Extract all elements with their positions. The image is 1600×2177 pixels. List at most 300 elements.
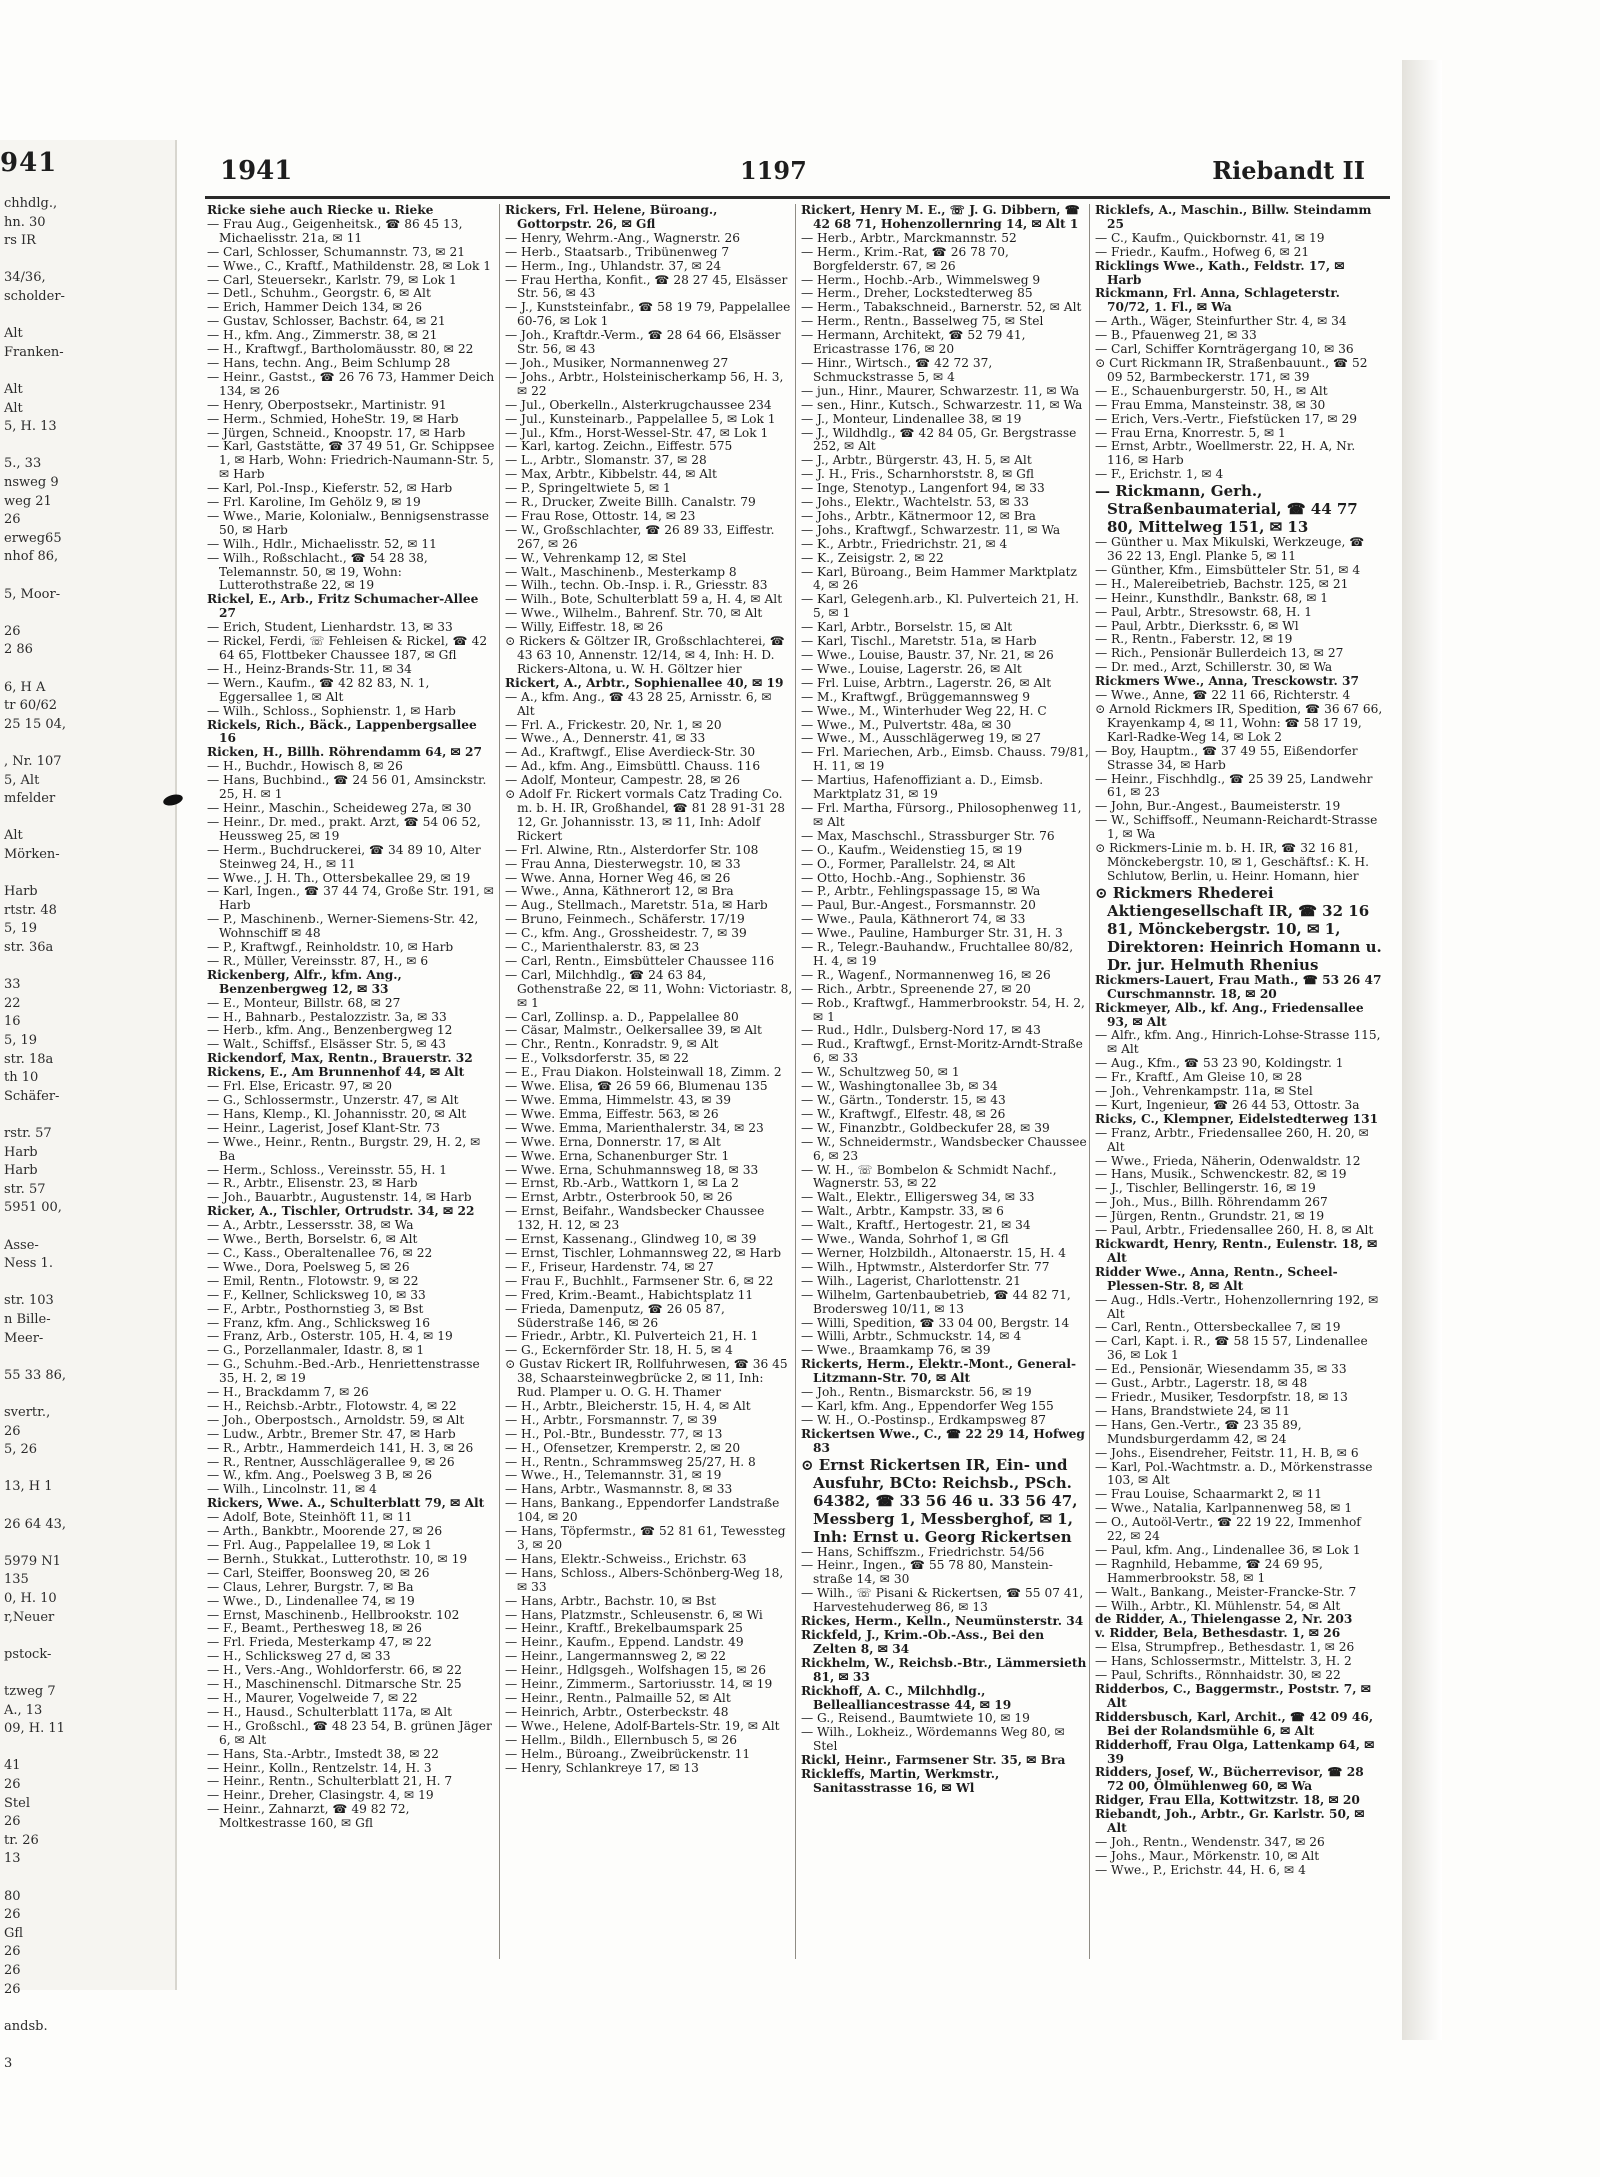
directory-entry: — Cäsar, Malmstr., Oelkersallee 39, ✉ Alt: [505, 1023, 762, 1038]
directory-entry: — Heinr., Hdlgsgeh., Wolfshagen 15, ✉ 26: [505, 1663, 767, 1678]
directory-entry: — O., Kaufm., Weidenstieg 15, ✉ 19: [801, 842, 1023, 857]
directory-entry: — Ed., Pensionär, Wiesendamm 35, ✉ 33: [1095, 1362, 1347, 1377]
previous-page-line: Alt: [4, 382, 23, 397]
directory-entry-heading: Rickhelm, W., Reichsb.-Btr., Lämmersieth 81, ✉ 33: [801, 1655, 1087, 1684]
directory-entry: — Henry, Oberpostsekr., Martinistr. 91: [207, 397, 447, 412]
directory-entry: — H., kfm. Ang., Zimmerstr. 38, ✉ 21: [207, 328, 438, 343]
directory-entry-heading: Rickendorf, Max, Rentn., Brauerstr. 32: [207, 1051, 473, 1066]
directory-entry-heading: Riddersbusch, Karl, Archit., ☎ 42 09 46, Bei der Rolandsmühle 6, ✉ Alt: [1095, 1709, 1374, 1738]
directory-entry: — Heinr., Zimmerm., Sartoriusstr. 14, ✉ 19: [505, 1677, 773, 1692]
directory-entry-heading: Rickmann, Frl. Anna, Schlageterstr. 70/72, 1. Fl., ✉ Wa: [1095, 286, 1340, 315]
directory-entry-heading: Ricklings Wwe., Kath., Feldstr. 17, ✉ Harb: [1095, 258, 1345, 287]
previous-page-line: 6, H A: [4, 679, 46, 695]
header-rule: [205, 196, 1390, 199]
column-divider: [795, 204, 796, 1959]
directory-entry-heading: Rickfeld, J., Krim.-Ob.-Ass., Bei den Zelten 8, ✉ 34: [801, 1628, 1045, 1656]
directory-entry-heading: ⊙ Ernst Rickertsen IR, Ein- und Ausfuhr, BCto: Reichsb., PSch. 64382, ☎ 33 56 46 u. 33 56 47, Messberg 1, Messberghof, ✉ 1, Inh: Ernst u. Georg Rickertsen: [801, 1455, 1078, 1546]
directory-entry: — H., Buchdr., Howisch 8, ✉ 26: [207, 759, 403, 774]
directory-entry: — Hans, Bankang., Eppendorfer Landstraße 104, ✉ 20: [505, 1496, 780, 1525]
directory-entry-heading: Rickl, Heinr., Farmsener Str. 35, ✉ Bra: [801, 1753, 1066, 1768]
directory-entry: — sen., Hinr., Kutsch., Schwarzestr. 11, ✉ Wa: [801, 397, 1083, 412]
directory-entry: — Herb., kfm. Ang., Benzenbergweg 12: [207, 1023, 453, 1038]
directory-entry: — Joh., Kraftdr.-Verm., ☎ 28 64 66, Elsässer Str. 56, ✉ 43: [505, 328, 781, 357]
directory-entry: ⊙ Arnold Rickmers IR, Spedition, ☎ 36 67 66, Krayenkamp 4, ✉ 11, Wohn: ☎ 58 17 19, Karl-Radke-Weg 14, ✉ Lok 2: [1095, 702, 1383, 744]
previous-page-line: 2 86: [4, 642, 33, 658]
directory-entry: — F., Beamt., Perthesweg 18, ✉ 26: [207, 1621, 422, 1636]
previous-page-line: 55 33 86,: [4, 1367, 67, 1383]
directory-entry: — Johs., Kraftwgf., Schwarzestr. 11, ✉ Wa: [801, 522, 1061, 537]
directory-entry: — Karl, Pol.-Insp., Kieferstr. 52, ✉ Harb: [207, 481, 453, 496]
directory-entry: — Frl. Mariechen, Arb., Eimsb. Chauss. 79/81, H. 11, ✉ 19: [801, 745, 1089, 774]
directory-entry: — Wwe. Erna, Donnerstr. 17, ✉ Alt: [505, 1134, 721, 1149]
current-page: [195, 120, 1400, 2000]
directory-entry: — H., Großschl., ☎ 48 23 54, B. grünen Jäger 6, ✉ Alt: [207, 1718, 492, 1747]
previous-page-line: str. 57: [4, 1181, 46, 1197]
previous-page-line: andsb.: [4, 2018, 48, 2034]
directory-entry: — Wwe. Emma, Marienthalerstr. 34, ✉ 23: [505, 1120, 764, 1135]
directory-entry: — Ad., kfm. Ang., Eimsbüttl. Chauss. 116: [505, 759, 761, 774]
directory-entry: — Wwe., Braamkamp 76, ✉ 39: [801, 1343, 991, 1358]
directory-entry: — Bernh., Stukkat., Lutterothstr. 10, ✉ 19: [207, 1551, 468, 1566]
directory-entry: — W., Gärtn., Tonderstr. 15, ✉ 43: [801, 1093, 1006, 1107]
previous-page-line: rtstr. 48: [4, 902, 57, 918]
directory-entry-heading: Rickel, E., Arb., Fritz Schumacher-Allee 27: [207, 592, 479, 621]
directory-entry: — R., Müller, Vereinsstr. 87, H., ✉ 6: [207, 953, 429, 968]
directory-entry: — Wwe., H., Telemannstr. 31, ✉ 19: [505, 1468, 722, 1483]
directory-entry: — Heinr., Maschin., Scheideweg 27a, ✉ 30: [207, 800, 472, 815]
directory-entry: — Wwe. Erna, Schuhmannsweg 18, ✉ 33: [505, 1162, 759, 1177]
directory-entry: — Herm., Rentn., Basselweg 75, ✉ Stel: [801, 314, 1044, 329]
directory-entry: — Heinr., Kolln., Rentzelstr. 14, H. 3: [207, 1760, 432, 1775]
previous-page-line: 26: [4, 1777, 21, 1792]
directory-entry: — H., Bahnarb., Pestalozzistr. 3a, ✉ 33: [207, 1009, 447, 1024]
directory-entry: — Hans, Gen.-Vertr., ☎ 23 35 89, Mundsburgerdamm 42, ✉ 24: [1095, 1417, 1302, 1446]
previous-page-line: scholder-: [4, 289, 65, 304]
directory-entry: — Wwe., Anne, ☎ 22 11 66, Richterstr. 4: [1095, 688, 1351, 703]
directory-entry: — M., Kraftwgf., Brüggemannsweg 9: [801, 689, 1030, 704]
directory-entry: — Dr. med., Arzt, Schillerstr. 30, ✉ Wa: [1095, 660, 1333, 675]
directory-entry: — G., Schlossermstr., Unzerstr. 47, ✉ Alt: [207, 1093, 459, 1107]
directory-entry: — H., Brackdamm 7, ✉ 26: [207, 1385, 369, 1400]
directory-entry: — J., Monteur, Lindenallee 38, ✉ 19: [801, 411, 1022, 426]
previous-page-line: 26: [4, 1981, 21, 1997]
directory-entry: — Frau Louise, Schaarmarkt 2, ✉ 11: [1095, 1487, 1323, 1502]
directory-entry: — Walt., Maschinenb., Mesterkamp 8: [505, 564, 737, 579]
page-number: 1197: [740, 156, 807, 185]
directory-entry: — H., Kraftwgf., Bartholomäusstr. 80, ✉ 22: [207, 342, 474, 357]
directory-entry: — Johs., Arbtr., Holsteinischerkamp 56, H. 3, ✉ 22: [505, 369, 784, 398]
directory-entry: — Hans, Musik., Schwenckestr. 82, ✉ 19: [1095, 1167, 1347, 1182]
directory-entry: — Bruno, Feinmech., Schäferstr. 17/19: [505, 912, 745, 927]
directory-entry: — W., Finanzbtr., Goldbeckufer 28, ✉ 39: [801, 1120, 1050, 1135]
directory-entry: — G., Reisend., Baumtwiete 10, ✉ 19: [801, 1711, 1030, 1726]
directory-entry-heading: Ricken, H., Billh. Röhrendamm 64, ✉ 27: [207, 745, 482, 760]
directory-entry: — W., Schultzweg 50, ✉ 1: [801, 1065, 960, 1080]
directory-entry: — Karl, Ingen., ☎ 37 44 74, Große Str. 191, ✉ Harb: [207, 884, 494, 913]
directory-entry: — C., kfm. Ang., Grossheidestr. 7, ✉ 39: [505, 926, 747, 941]
directory-entry: — Rickel, Ferdi, ☏ Fehleisen & Rickel, ☎ 42 64 65, Flottbeker Chaussee 187, ✉ Gfl: [207, 634, 488, 662]
directory-entry: — Fr., Kraftf., Am Gleise 10, ✉ 28: [1095, 1070, 1303, 1085]
directory-entry: — B., Pfauenweg 21, ✉ 33: [1095, 328, 1257, 343]
directory-entry: — Ernst, Maschinenb., Hellbrookstr. 102: [207, 1607, 460, 1622]
directory-entry: — Frl. Aug., Pappelallee 19, ✉ Lok 1: [207, 1538, 432, 1552]
directory-entry: — Wilh., Lokheiz., Wördemanns Weg 80, ✉ Stel: [801, 1725, 1065, 1754]
directory-entry: — Carl, Rentn., Eimsbütteler Chaussee 116: [505, 953, 775, 968]
directory-entry-heading: Rickertsen Wwe., C., ☎ 22 29 14, Hofweg 83: [801, 1426, 1085, 1455]
directory-entry: — Frau Emma, Mansteinstr. 38, ✉ 30: [1095, 397, 1326, 412]
directory-entry: ⊙ Curt Rickmann IR, Straßenbauunt., ☎ 52 09 52, Barmbeckerstr. 171, ✉ 39: [1095, 355, 1368, 384]
directory-entry: — Ragnhild, Hebamme, ☎ 24 69 95, Hammerbrookstr. 58, ✉ 1: [1095, 1556, 1323, 1585]
directory-entry: — Karl, Gaststätte, ☎ 37 49 51, Gr. Schippsee 1, ✉ Harb, Wohn: Friedrich-Naumann-Str. 5, ✉ Harb: [207, 439, 495, 482]
directory-entry: — Johs., Maur., Mörkenstr. 10, ✉ Alt: [1095, 1848, 1320, 1863]
directory-entry: — F., Arbtr., Posthornstieg 3, ✉ Bst: [207, 1301, 424, 1316]
directory-entry: — Wilh., Hdlr., Michaelisstr. 52, ✉ 11: [207, 536, 437, 551]
directory-entry: — Wwe. Erna, Schanenburger Str. 1: [505, 1148, 730, 1163]
directory-entry: — H., Ofensetzer, Kremperstr. 2, ✉ 20: [505, 1440, 741, 1455]
directory-entry: — Wwe. Emma, Himmelstr. 43, ✉ 39: [505, 1093, 731, 1107]
directory-entry: — Hans, Schlossermstr., Mittelstr. 3, H. 2: [1095, 1654, 1352, 1669]
directory-entry: — Ad., Kraftwgf., Elise Averdieck-Str. 30: [505, 745, 756, 760]
directory-entry: — H., Maschinenschl. Ditmarsche Str. 25: [207, 1677, 462, 1692]
directory-entry: — Paul, Arbtr., Dierksstr. 6, ✉ Wl: [1095, 618, 1299, 633]
directory-entry: — Joh., Mus., Billh. Röhrendamm 267: [1095, 1195, 1328, 1210]
previous-page-line: 26 64 43,: [4, 1516, 67, 1532]
previous-page-line: , Nr. 107: [4, 754, 62, 769]
directory-entry: — Karl, kartog. Zeichn., Eiffestr. 575: [505, 439, 733, 454]
directory-entry: — Paul, Bur.-Angest., Forsmannstr. 20: [801, 898, 1036, 913]
directory-entry: — P., Arbtr., Fehlingspassage 15, ✉ Wa: [801, 884, 1041, 899]
directory-entry: — Frau Rose, Ottostr. 14, ✉ 23: [505, 508, 696, 523]
directory-entry: — Wilh., techn. Ob.-Insp. i. R., Griesstr. 83: [505, 578, 768, 593]
directory-entry: — J., Tischler, Bellingerstr. 16, ✉ 19: [1095, 1181, 1316, 1196]
directory-entry: — Max, Arbtr., Kibbelstr. 44, ✉ Alt: [505, 467, 717, 482]
previous-page-line: 13, H 1: [4, 1479, 53, 1495]
directory-entry: — H., Rentn., Schrammsweg 25/27, H. 8: [505, 1454, 756, 1469]
previous-page-line: svertr.,: [4, 1405, 51, 1420]
directory-entry: — Detl., Schuhm., Georgstr. 6, ✉ Alt: [207, 286, 431, 301]
directory-entry: — Wwe., P., Erichstr. 44, H. 6, ✉ 4: [1095, 1862, 1306, 1877]
directory-entry-heading: Rickmers Wwe., Anna, Tresckowstr. 37: [1095, 674, 1359, 689]
previous-page-line: r,Neuer: [4, 1609, 55, 1625]
directory-entry-heading: Rickerts, Herm., Elektr.-Mont., General-Litzmann-Str. 70, ✉ Alt: [801, 1357, 1077, 1386]
directory-entry: — Erich, Student, Lienhardstr. 13, ✉ 33: [207, 620, 453, 635]
directory-entry: — Franz, Arbtr., Friedensallee 260, H. 20, ✉ Alt: [1095, 1125, 1369, 1154]
previous-page-line: nhof 86,: [4, 549, 59, 565]
directory-entry: — W., Washingtonallee 3b, ✉ 34: [801, 1079, 998, 1094]
previous-page-line: tr. 26: [4, 1832, 39, 1848]
directory-entry: — Rud., Kraftwgf., Ernst-Moritz-Arndt-Straße 6, ✉ 33: [801, 1037, 1083, 1066]
directory-entry: — Wwe., J. H. Th., Ottersbekallee 29, ✉ 19: [207, 870, 471, 885]
directory-entry: — Carl, Zollinsp. a. D., Pappelallee 80: [505, 1009, 739, 1024]
directory-entry: — Wwe. Anna, Horner Weg 46, ✉ 26: [505, 870, 731, 885]
directory-entry: — Johs., Elektr., Wachtelstr. 53, ✉ 33: [801, 495, 1030, 510]
directory-entry: — A., Arbtr., Lessersstr. 38, ✉ Wa: [207, 1218, 414, 1233]
directory-entry-heading: Rickenberg, Alfr., kfm. Ang., Benzenbergweg 12, ✉ 33: [207, 967, 402, 996]
directory-entry: — Hans, Klemp., Kl. Johannisstr. 20, ✉ Alt: [207, 1106, 467, 1121]
directory-entry-heading: Ricks, C., Klempner, Eidelstedterweg 131: [1095, 1111, 1379, 1126]
directory-entry: — H., Arbtr., Forsmannstr. 7, ✉ 39: [505, 1412, 717, 1427]
directory-entry: — Jürgen, Rentn., Grundstr. 21, ✉ 19: [1095, 1209, 1325, 1224]
directory-entry: — Carl, Schiffer Kornträgergang 10, ✉ 36: [1095, 342, 1354, 357]
previous-page-line: n Bille-: [4, 1312, 51, 1327]
directory-entry: — W. H., ☏ Bombelon & Schmidt Nachf., Wagnerstr. 53, ✉ 22: [801, 1162, 1057, 1191]
previous-page-line: Alt: [4, 400, 23, 416]
directory-entry: — Günther u. Max Mikulski, Werkzeuge, ☎ 36 22 13, Engl. Planke 5, ✉ 11: [1095, 535, 1365, 564]
previous-page-line: 5, 26: [4, 1442, 38, 1458]
previous-page-line: 26: [4, 1814, 21, 1830]
previous-page-line: Alt: [4, 828, 23, 844]
directory-entry: ⊙ Rickers & Göltzer IR, Großschlachterei, ☎ 43 63 10, Annenstr. 12/14, ✉ 4, Inh: H. D. Rickers-Altona, u. W. H. Göltzer hier: [505, 634, 785, 676]
page-year: 1941: [220, 156, 293, 186]
previous-page-line: Stel: [4, 1795, 30, 1811]
directory-entry: — R., Rentner, Ausschlägerallee 9, ✉ 26: [207, 1454, 455, 1469]
directory-entry: — Joh., Musiker, Normannenweg 27: [505, 355, 729, 370]
directory-entry: — Jul., Kfm., Horst-Wessel-Str. 47, ✉ Lok 1: [505, 425, 769, 440]
previous-page-line: 26: [4, 1944, 21, 1960]
directory-entry: — C., Kass., Oberaltenallee 76, ✉ 22: [207, 1245, 433, 1260]
directory-entry: — H., Schlicksweg 27 d, ✉ 33: [207, 1649, 391, 1664]
directory-entry: — Frl. Else, Ericastr. 97, ✉ 20: [207, 1079, 392, 1094]
directory-entry: — Adolf, Monteur, Campestr. 28, ✉ 26: [505, 773, 740, 788]
directory-entry: — Emil, Rentn., Flotowstr. 9, ✉ 22: [207, 1273, 419, 1288]
directory-entry: — Heinrich, Arbtr., Osterbeckstr. 48: [505, 1704, 729, 1719]
directory-entry: — Wwe., C., Kraftf., Mathildenstr. 28, ✉ Lok 1: [207, 258, 491, 273]
directory-entry-heading: Rickhoff, A. C., Milchhdlg., Bellealliancestrasse 44, ✉ 19: [801, 1683, 1012, 1712]
directory-entry: — R., Arbtr., Elisenstr. 23, ✉ Harb: [207, 1176, 418, 1191]
previous-page-fragment: [0, 140, 177, 2071]
directory-entry: — Wern., Kaufm., ☎ 42 82 83, N. 1, Eggersallee 1, ✉ Alt: [207, 675, 430, 704]
previous-page-line: Harb: [4, 884, 38, 900]
directory-entry: — Hans, Arbtr., Bachstr. 10, ✉ Bst: [505, 1593, 716, 1608]
directory-entry: — Wwe., Marie, Kolonialw., Bennigsenstrasse 50, ✉ Harb: [207, 508, 490, 537]
directory-entry-heading: Ricklefs, A., Maschin., Billw. Steindamm 25: [1095, 203, 1372, 231]
directory-entry: — J., Arbtr., Bürgerstr. 43, H. 5, ✉ Alt: [801, 453, 1032, 468]
directory-entry: — J., Kunststeinfabr., ☎ 58 19 79, Pappelallee 60-76, ✉ Lok 1: [505, 300, 791, 329]
directory-entry: — Paul, Schrifts., Rönnhaidstr. 30, ✉ 22: [1095, 1668, 1341, 1683]
directory-entry: — Wwe., Berth, Borselstr. 6, ✉ Alt: [207, 1232, 418, 1247]
directory-entry: — Inge, Stenotyp., Langenfort 94, ✉ 33: [801, 481, 1045, 496]
directory-entry: — Hinr., Wirtsch., ☎ 42 72 37, Schmuckstrasse 5, ✉ 4: [801, 355, 993, 384]
directory-entry: — Wilh., Schloss., Sophienstr. 1, ✉ Harb: [207, 703, 456, 718]
directory-entry: — Friedr., Arbtr., Kl. Pulverteich 21, H. 1: [505, 1329, 759, 1344]
directory-entry: — J., Wildhdlg., ☎ 42 84 05, Gr. Bergstrasse 252, ✉ Alt: [801, 425, 1077, 454]
directory-entry: — Herm., Schloss., Vereinsstr. 55, H. 1: [207, 1162, 448, 1177]
directory-entry: — Frau Erna, Knorrestr. 5, ✉ 1: [1095, 425, 1286, 440]
directory-entry: — Günther, Kfm., Eimsbütteler Str. 51, ✉ 4: [1095, 562, 1361, 577]
directory-entry: — Kurt, Ingenieur, ☎ 26 44 53, Ottostr. 3a: [1095, 1097, 1360, 1112]
directory-entry: — Hermann, Architekt, ☎ 52 79 41, Ericastrasse 176, ✉ 20: [801, 328, 1026, 357]
directory-entry: — Wilh., Hptwmstr., Alsterdorfer Str. 77: [801, 1259, 1050, 1274]
directory-entry: — Hans, techn. Ang., Beim Schlump 28: [207, 355, 451, 370]
directory-entry: — H., Pol.-Btr., Bundesstr. 77, ✉ 13: [505, 1426, 723, 1441]
directory-entry: — Frl. Frieda, Mesterkamp 47, ✉ 22: [207, 1635, 432, 1650]
directory-entry: — Carl, Kapt. i. R., ☎ 58 15 57, Lindenallee 36, ✉ Lok 1: [1095, 1334, 1368, 1363]
directory-entry: — G., Porzellanmaler, Idastr. 8, ✉ 1: [207, 1343, 425, 1358]
directory-entry: — Walt., Elektr., Elligersweg 34, ✉ 33: [801, 1190, 1035, 1205]
directory-entry: — Heinr., Kunsthdlr., Bankstr. 68, ✉ 1: [1095, 590, 1329, 605]
directory-entry: — R., Wagenf., Normannenweg 16, ✉ 26: [801, 967, 1051, 982]
directory-entry: — O., Former, Parallelstr. 24, ✉ Alt: [801, 856, 1016, 871]
previous-page-line: 26: [4, 1907, 21, 1923]
directory-entry: — C., Marienthalerstr. 83, ✉ 23: [505, 940, 700, 955]
directory-entry: — Frau F., Buchhlt., Farmsener Str. 6, ✉ 22: [505, 1273, 774, 1288]
directory-entry: — Herm., Buchdruckerei, ☎ 34 89 10, Alter Steinweg 24, H., ✉ 11: [207, 842, 481, 871]
directory-entry: — Hans, Schiffszm., Friedrichstr. 54/56: [801, 1544, 1045, 1559]
directory-entry: — Jürgen, Schneid., Knoopstr. 17, ✉ Harb: [207, 425, 466, 440]
directory-entry-heading: Rickes, Herm., Kelln., Neumünsterstr. 34: [801, 1614, 1084, 1629]
directory-entry: — Hans, Brandstwiete 24, ✉ 11: [1095, 1403, 1291, 1418]
column-divider: [499, 204, 500, 1959]
page-edge-shadow: [1402, 60, 1442, 2040]
directory-entry: — Friedr., Kaufm., Hofweg 6, ✉ 21: [1095, 244, 1310, 259]
directory-entry: — Heinr., Lagerist, Josef Klant-Str. 73: [207, 1120, 440, 1135]
directory-entry: — Ernst, Rb.-Arb., Wattkorn 1, ✉ La 2: [505, 1176, 739, 1191]
directory-entry: — Joh., Rentn., Wendenstr. 347, ✉ 26: [1095, 1834, 1325, 1849]
directory-entry: — Wilh., Bote, Schulterblatt 59 a, H. 4, ✉ Alt: [505, 592, 783, 607]
previous-page-line: hn. 30: [4, 214, 46, 230]
previous-page-line: Franken-: [4, 344, 64, 360]
directory-entry: — Carl, Milchhdlg., ☎ 24 63 84, Gothenstraße 22, ✉ 11, Wohn: Victoriastr. 8, ✉ 1: [505, 967, 793, 1010]
directory-entry: — Carl, Rentn., Ottersbeckallee 7, ✉ 19: [1095, 1320, 1341, 1335]
directory-entry-heading: Ridderhoff, Frau Olga, Lattenkamp 64, ✉ 39: [1095, 1737, 1375, 1766]
previous-page-line: Mörken-: [4, 847, 60, 862]
directory-entry: — Erich, Hammer Deich 134, ✉ 26: [207, 300, 423, 315]
directory-entry: — Wwe., M., Winterhuder Weg 22, H. C: [801, 703, 1047, 718]
directory-entry: — Helm., Büroang., Zweibrückenstr. 11: [505, 1746, 751, 1761]
directory-entry: — W., Schiffsoff., Neumann-Reichardt-Strasse 1, ✉ Wa: [1095, 813, 1378, 842]
directory-entry: — Aug., Kfm., ☎ 53 23 90, Koldingstr. 1: [1095, 1056, 1344, 1071]
directory-entry: — Wilh., Arbtr., Kl. Mühlenstr. 54, ✉ Alt: [1095, 1598, 1341, 1613]
directory-entry: — Gustav, Schlosser, Bachstr. 64, ✉ 21: [207, 314, 446, 329]
directory-entry: — Herm., Ing., Uhlandstr. 37, ✉ 24: [505, 258, 722, 273]
directory-entry: — K., Arbtr., Friedrichstr. 21, ✉ 4: [801, 536, 1008, 551]
previous-page-line: Harb: [4, 1163, 38, 1179]
directory-entry: — Wwe., Anna, Käthnerort 12, ✉ Bra: [505, 884, 734, 899]
directory-entry: — Paul, Arbtr., Friedensallee 260, H. 8, ✉ Alt: [1095, 1223, 1374, 1238]
previous-page-line: weg 21: [4, 493, 52, 509]
directory-entry: — O., Autoöl-Vertr., ☎ 22 19 22, Immenhof 22, ✉ 24: [1095, 1515, 1361, 1544]
directory-entry-heading: Rickers, Frl. Helene, Büroang., Gottorpstr. 26, ✉ Gfl: [505, 203, 718, 231]
directory-entry: — Hans, Sta.-Arbtr., Imstedt 38, ✉ 22: [207, 1746, 439, 1761]
previous-page-line: 26: [4, 1963, 21, 1978]
directory-entry: — Wwe., A., Dennerstr. 41, ✉ 33: [505, 731, 706, 746]
directory-entry-heading: Rickert, Henry M. E., ☏ J. G. Dibbern, ☎ 42 68 71, Hohenzollernring 14, ✉ Alt 1: [801, 203, 1080, 231]
page-header: [195, 150, 1390, 190]
directory-entry: — Rob., Kraftwgf., Hammerbrookstr. 54, H. 2, ✉ 1: [801, 995, 1085, 1024]
directory-entry: — W., Schneidermstr., Wandsbecker Chaussee 6, ✉ 23: [801, 1134, 1087, 1163]
directory-entry: — F., Kellner, Schlicksweg 10, ✉ 33: [207, 1287, 426, 1302]
directory-entry: — Heinr., Kraftf., Brekelbaumspark 25: [505, 1621, 743, 1636]
directory-entry-heading: Ridders, Josef, W., Bücherrevisor, ☎ 28 72 00, Ölmühlenweg 60, ✉ Wa: [1095, 1765, 1364, 1794]
directory-entry: — Frl. Karoline, Im Gehölz 9, ✉ 19: [207, 495, 421, 510]
previous-page-line: 09, H. 11: [4, 1721, 65, 1737]
directory-entry: — Wwe., Wanda, Sohrhof 1, ✉ Gfl: [801, 1232, 1009, 1247]
directory-entry: — Herm., Dreher, Lockstedterweg 85: [801, 286, 1033, 301]
previous-page-line: 25 15 04,: [4, 716, 67, 732]
directory-entry: — K., Zeisigstr. 2, ✉ 22: [801, 550, 944, 565]
directory-entry: — Wwe., Heinr., Rentn., Burgstr. 29, H. 2, ✉ Ba: [207, 1134, 481, 1163]
directory-entry: — Frl. Martha, Fürsorg., Philosophenweg 11, ✉ Alt: [801, 800, 1082, 829]
directory-entry-heading: Ridderbos, C., Baggermstr., Poststr. 7, ✉ Alt: [1095, 1682, 1371, 1710]
directory-entry: — R., Drucker, Zweite Billh. Canalstr. 79: [505, 495, 756, 510]
directory-entry: — Karl, Büroang., Beim Hammer Marktplatz 4, ✉ 26: [801, 564, 1077, 593]
previous-page-line: str. 103: [4, 1293, 54, 1309]
directory-entry: ⊙ Adolf Fr. Rickert vormals Catz Trading Co. m. b. H. IR, Großhandel, ☎ 81 28 91-31 28 12, Gr. Johannisstr. 13, ✉ 11, Inh: Adolf Rickert: [505, 787, 785, 843]
directory-entry: — Paul, Arbtr., Stresowstr. 68, H. 1: [1095, 604, 1312, 619]
directory-entry: — Wwe., Louise, Lagerstr. 26, ✉ Alt: [801, 661, 1022, 676]
directory-entry: — Herb., Arbtr., Marckmannstr. 52: [801, 230, 1017, 245]
directory-entry: — Karl, Pol.-Wachtmstr. a. D., Mörkenstrasse 103, ✉ Alt: [1095, 1459, 1373, 1488]
directory-entry: — Frieda, Damenputz, ☎ 26 05 87, Süderstraße 146, ✉ 26: [505, 1301, 725, 1330]
directory-entry: — Arth., Bankbtr., Moorende 27, ✉ 26: [207, 1524, 443, 1539]
directory-entry: — Wilh., Roßschlacht., ☎ 54 28 38, Telemannstr. 50, ✉ 19, Wohn: Lutterothstraße 22, ✉ 19: [207, 550, 428, 593]
directory-entry: — Herm., Tabakschneid., Barnerstr. 52, ✉ Alt: [801, 300, 1082, 315]
directory-entry: — Arth., Wäger, Steinfurther Str. 4, ✉ 34: [1095, 314, 1347, 329]
previous-page-line: 3: [4, 2056, 13, 2071]
directory-entry: — Frl. Alwine, Rtn., Alsterdorfer Str. 108: [505, 842, 759, 857]
directory-entry: — H., Maurer, Vogelweide 7, ✉ 22: [207, 1690, 418, 1705]
page-name-range: Riebandt II: [1212, 156, 1365, 185]
directory-entry: — E., Frau Diakon. Holsteinwall 18, Zimm. 2: [505, 1065, 782, 1080]
directory-entry-heading: Rickens, E., Am Brunnenhof 44, ✉ Alt: [207, 1065, 465, 1080]
directory-entry: — Wwe., Helene, Adolf-Bartels-Str. 19, ✉ Alt: [505, 1718, 780, 1733]
directory-entry: — Ernst, Arbtr., Osterbrook 50, ✉ 26: [505, 1190, 733, 1205]
directory-entry-heading: Rickwardt, Henry, Rentn., Eulenstr. 18, ✉ Alt: [1095, 1237, 1378, 1265]
directory-entry: — Walt., Kraftf., Hertogestr. 21, ✉ 34: [801, 1218, 1031, 1233]
directory-entry: — Werner, Holzbildh., Altonaerstr. 15, H. 4: [801, 1245, 1066, 1260]
directory-entry: — Aug., Hdls.-Vertr., Hohenzollernring 192, ✉ Alt: [1095, 1292, 1379, 1321]
directory-entry: — Franz, Arb., Osterstr. 105, H. 4, ✉ 19: [207, 1329, 453, 1344]
directory-entry: — Wwe. Elisa, ☎ 26 59 66, Blumenau 135: [505, 1079, 768, 1094]
directory-entry: — Joh., Rentn., Bismarckstr. 56, ✉ 19: [801, 1385, 1032, 1400]
directory-entry: — Alfr., kfm. Ang., Hinrich-Lohse-Strasse 115, ✉ Alt: [1095, 1028, 1381, 1057]
directory-entry: — Boy, Hauptm., ☎ 37 49 55, Eißendorfer Strasse 34, ✉ Harb: [1095, 743, 1358, 772]
directory-entry: — Wwe., Louise, Baustr. 37, Nr. 21, ✉ 26: [801, 648, 1054, 662]
directory-entry: — Herm., Hochb.-Arb., Wimmelsweg 9: [801, 272, 1041, 287]
directory-entry-heading: Rickert, A., Arbtr., Sophienallee 40, ✉ 19: [505, 675, 784, 690]
directory-entry-heading: Rickleffs, Martin, Werkmstr., Sanitasstrasse 16, ✉ Wl: [801, 1767, 1000, 1795]
directory-entry: — W., Großschlachter, ☎ 26 89 33, Eiffestr. 267, ✉ 26: [505, 522, 775, 551]
directory-entry: — Henry, Schlankreye 17, ✉ 13: [505, 1760, 699, 1775]
column-3: [801, 204, 1091, 1964]
directory-entry: — E., Volksdorferstr. 35, ✉ 22: [505, 1051, 689, 1066]
directory-entry: — Heinr., Rentn., Palmaille 52, ✉ Alt: [505, 1690, 731, 1705]
previous-page-line: rstr. 57: [4, 1126, 52, 1141]
previous-page-line: 5979 N1: [4, 1553, 61, 1569]
directory-entry: — Erich, Vers.-Vertr., Fiefstücken 17, ✉ 29: [1095, 411, 1357, 426]
directory-entry-heading: v. Ridder, Bela, Bethesdastr. 1, ✉ 26: [1095, 1626, 1341, 1641]
directory-entry: — Henry, Wehrm.-Ang., Wagnerstr. 26: [505, 230, 740, 245]
previous-page-line: 5, Alt: [4, 772, 40, 788]
directory-entry: — Frau Anna, Diesterwegstr. 10, ✉ 33: [505, 856, 741, 871]
directory-entry: — J. H., Fris., Scharnhorststr. 8, ✉ Gfl: [801, 467, 1035, 482]
directory-entry: — Johs., Arbtr., Kätnermoor 12, ✉ Bra: [801, 508, 1036, 523]
directory-entry: — jun., Hinr., Maurer, Schwarzestr. 11, ✉ Wa: [801, 383, 1080, 398]
previous-page-line: 5, 19: [4, 1033, 38, 1048]
directory-entry: — Willy, Eiffestr. 18, ✉ 26: [505, 620, 663, 635]
previous-page-line: 26: [4, 1423, 21, 1439]
directory-entry-heading: Rickers, Wwe. A., Schulterblatt 79, ✉ Alt: [207, 1496, 485, 1511]
directory-entry-heading: Ricke siehe auch Riecke u. Rieke: [207, 203, 434, 217]
directory-entry: — Heinr., Dreher, Clasingstr. 4, ✉ 19: [207, 1788, 434, 1803]
directory-entry: — Carl, Schlosser, Schumannstr. 73, ✉ 21: [207, 244, 465, 259]
directory-entry: — Karl, Tischl., Maretstr. 51a, ✉ Harb: [801, 634, 1037, 649]
directory-entry: — Karl, Gelegenh.arb., Kl. Pulverteich 21, H. 5, ✉ 1: [801, 592, 1080, 621]
directory-entry: — Elsa, Strumpfrep., Bethesdastr. 1, ✉ 26: [1095, 1640, 1355, 1655]
directory-entry: — R., Telegr.-Bauhandw., Fruchtallee 80/82, H. 4, ✉ 19: [801, 940, 1074, 968]
directory-entry: — Gust., Arbtr., Lagerstr. 18, ✉ 48: [1095, 1376, 1308, 1391]
previous-page-line: A., 13: [4, 1702, 43, 1718]
